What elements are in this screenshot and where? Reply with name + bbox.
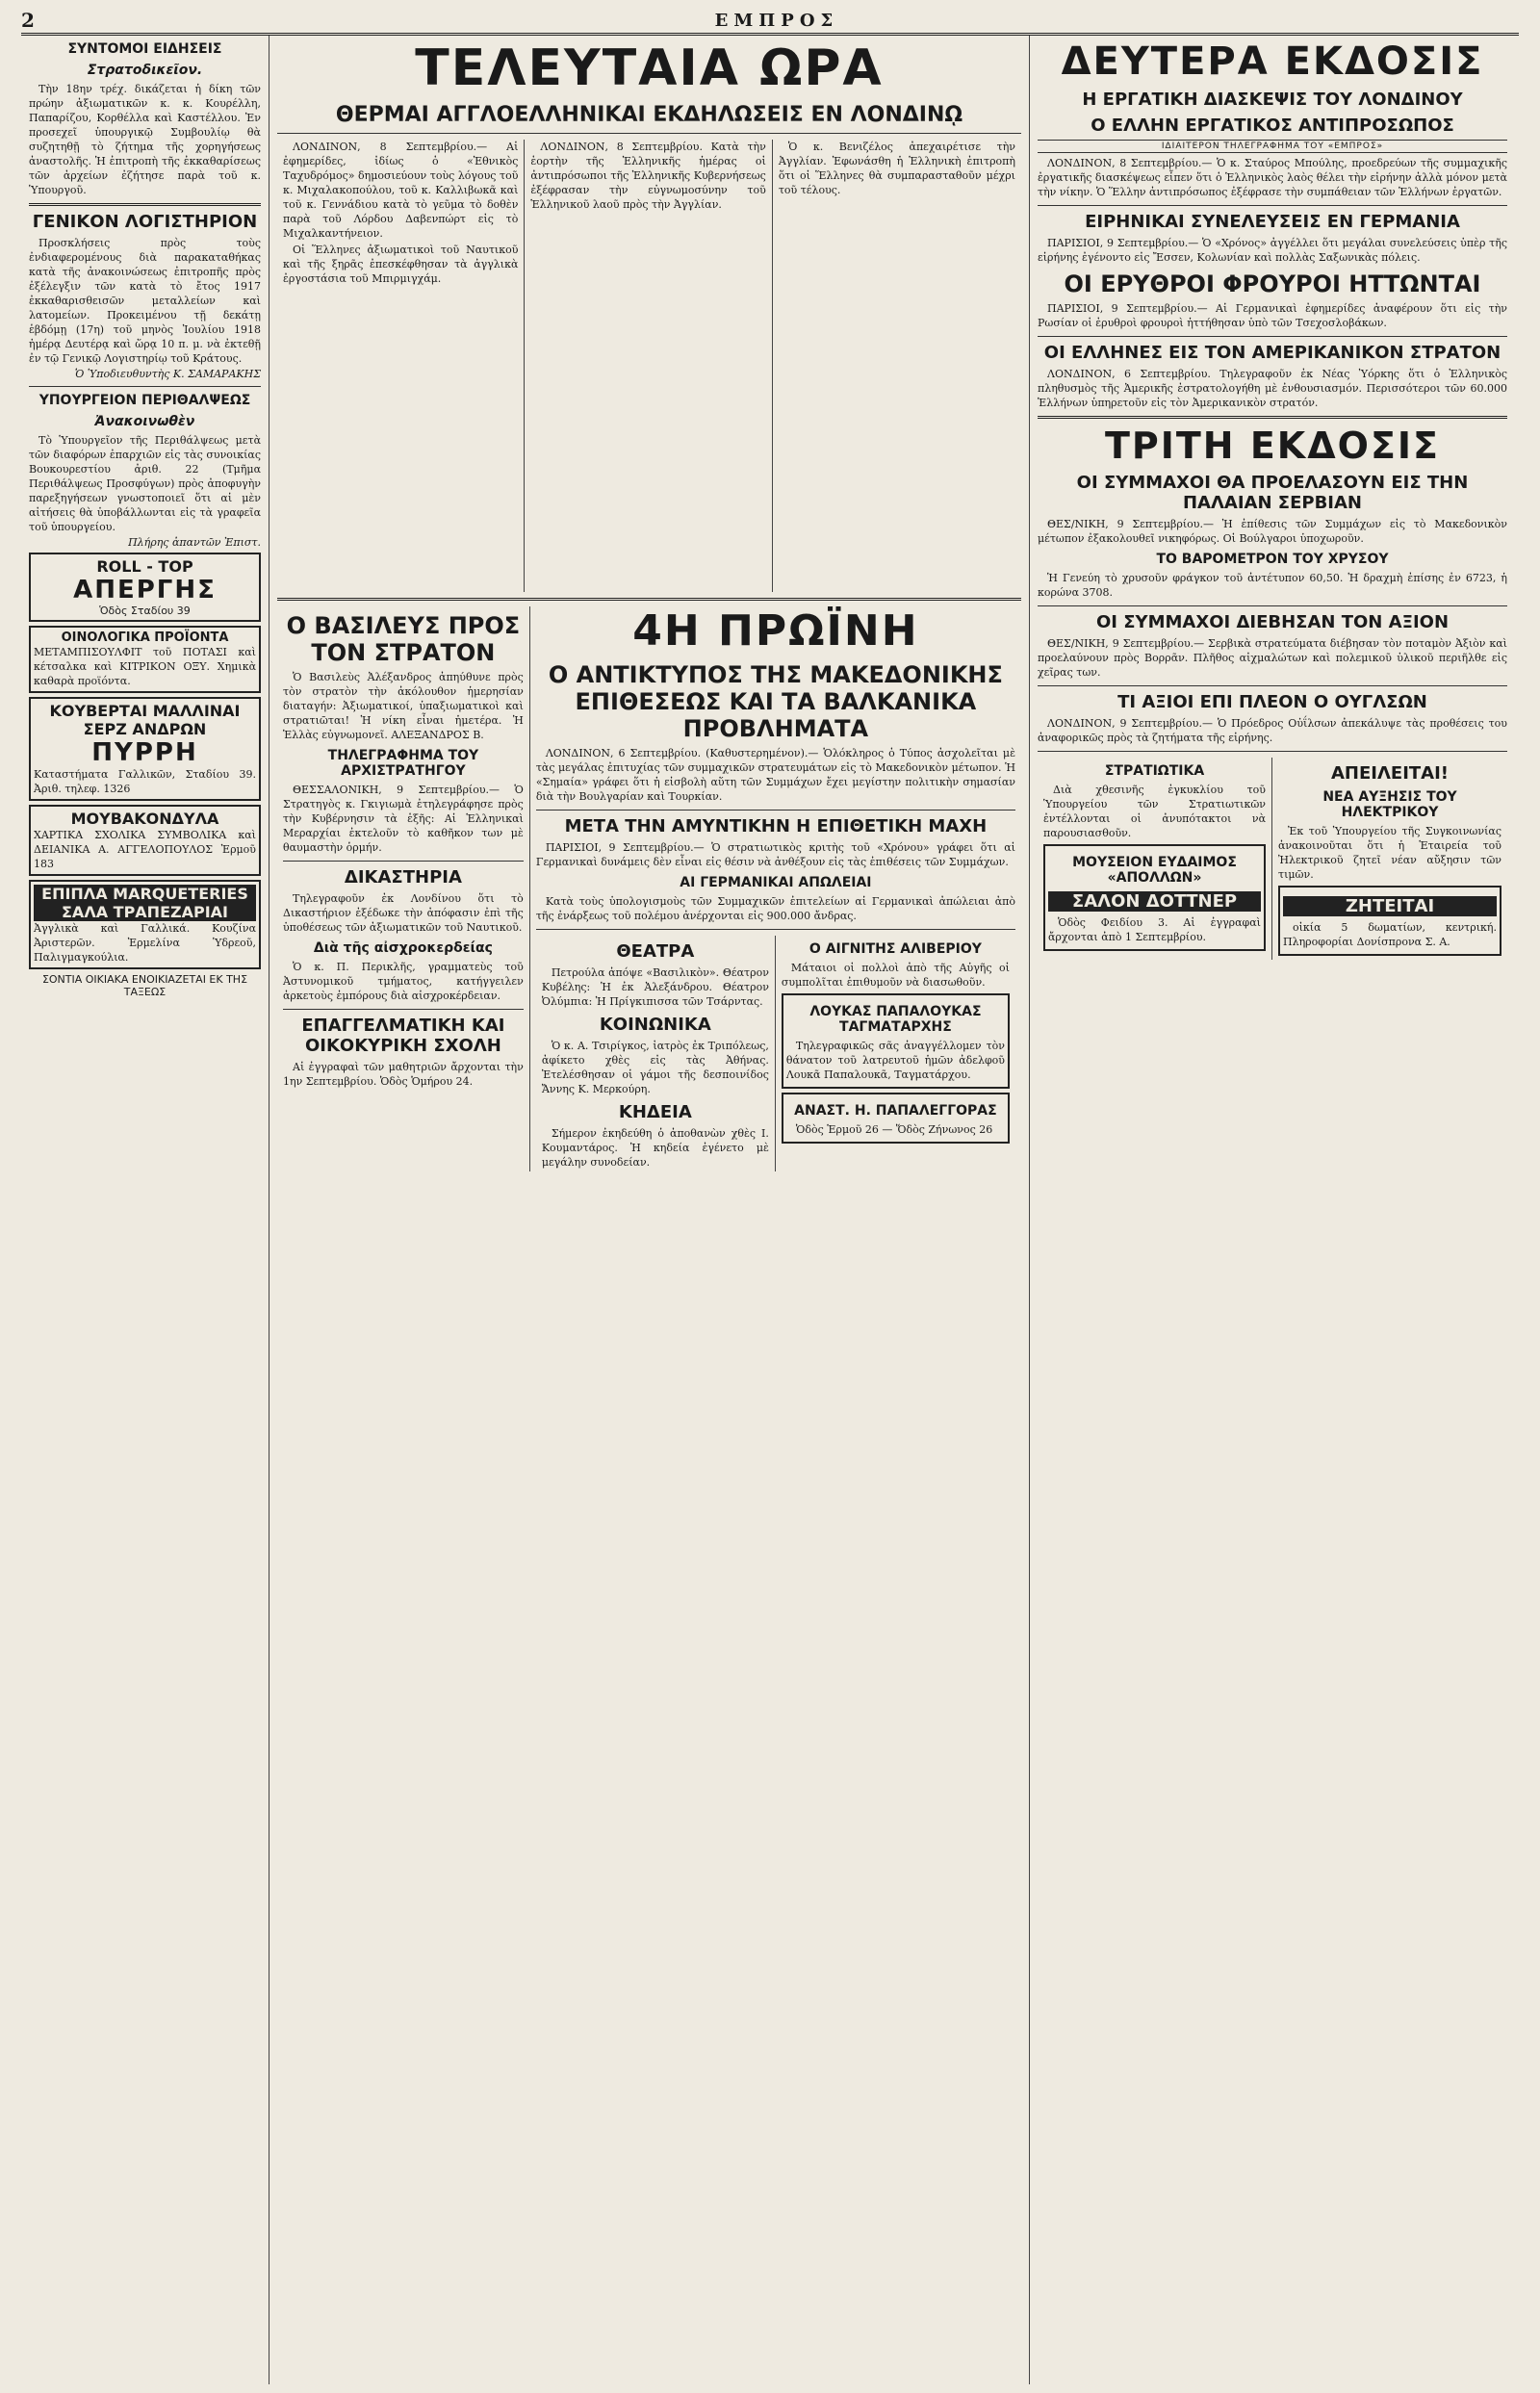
king-text: Ὁ Βασιλεὺς Ἀλέξανδρος ἀπηύθυνε πρὸς τὸν στρατὸν τὴν ἀκόλουθον ἡμερησίαν διαταγήν: Ἀξιωματικοί, ὑπαξιωματικοὶ καὶ στρατιῶται! Ἡ νίκη εἶναι ἡμετέρα. Ἡ Ἑλλὰς εὐγνωμονεῖ. ΑΛΕΞΑΝΔΡΟΣ Β. [283, 671, 524, 741]
telegram-heading: ΤΗΛΕΓΡΑΦΗΜΑ ΤΟΥ ΑΡΧΙΣΤΡΑΤΗΓΟΥ [327, 748, 479, 779]
serbia-heading: ΟΙ ΣΥΜΜΑΧΟΙ ΘΑ ΠΡΟΕΛΑΣΟΥΝ ΕΙΣ ΤΗΝ ΠΑΛΑΙΑΝ ΣΕΡΒΙΑΝ [1076, 473, 1469, 513]
welfare-subheading: Ἀνακοινωθὲν [94, 414, 195, 429]
bottom-center-left [536, 936, 776, 1171]
telegram-text: ΘΕΣΣΑΛΟΝΙΚΗ, 9 Σεπτεμβρίου.— Ὁ Στρατηγὸς κ. Γκιγιωμὰ ἐτηλεγράφησε πρὸς τὴν Κυβέρνησιν τὰ ἑξῆς: Αἱ Ἑλληνικαὶ Μεραρχίαι ἐκτελοῦν τὸ καθῆκον των μὲ θαυμαστὴν ὁρμήν. [283, 784, 524, 854]
lead-columns [277, 140, 1021, 592]
military-heading: ΣΤΡΑΤΙΩΤΙΚΑ [1104, 763, 1205, 779]
battle-text: ΠΑΡΙΣΙΟΙ, 9 Σεπτεμβρίου.— Ὁ στρατιωτικὸς κριτὴς τοῦ «Χρόνου» γράφει ὅτι αἱ Γερμανικαὶ δυνάμεις δὲν εἶναι εἰς θέσιν νὰ ἀνθέξουν εἰς τὰς ἐπιθέσεις τῶν Συμμάχων. [535, 841, 1015, 868]
page-number: 2 [21, 9, 35, 32]
axios-heading: ΟΙ ΣΥΜΜΑΧΟΙ ΔΙΕΒΗΣΑΝ ΤΟΝ ΑΞΙΟΝ [1095, 612, 1450, 632]
second-edition-headline: ΔΕΥΤΕΡΑ ΕΚΔΟΣΙΣ [1061, 39, 1484, 84]
theatre-heading: ΘΕΑΤΡΑ [616, 941, 695, 962]
ad-blankets-title: ΚΟΥΒΕΡΤΑΙ ΜΑΛΛΙΝΑΙ [49, 702, 241, 720]
obituary-box [782, 993, 1010, 1089]
school-heading: ΕΠΑΓΓΕΛΜΑΤΙΚΗ ΚΑΙ ΟΙΚΟΚΥΡΙΚΗ ΣΧΟΛΗ [301, 1016, 505, 1056]
labour-rep-heading: Ο ΕΛΛΗΝ ΕΡΓΑΤΙΚΟΣ ΑΝΤΙΠΡΟΣΩΠΟΣ [1091, 116, 1454, 136]
center-section [270, 36, 1030, 2384]
accounting-signature: Ὁ Ὑποδιευθυντὴς Κ. ΣΑΜΑΡΑΚΗΣ [74, 368, 261, 380]
column-1 [21, 36, 270, 2384]
ad-rolltop [29, 553, 261, 622]
court-text: Τηλεγραφοῦν ἐκ Λονδίνου ὅτι τὸ Δικαστήριον ἐξέδωκε τὴν ἀπόφασιν ἐπὶ τῆς ὑποθέσεως τῶν ἀξιωματικῶν τοῦ Ναυτικοῦ. [283, 892, 524, 934]
court-subheading: Στρατοδικεῖον. [87, 63, 203, 78]
court-heading: ΔΙΚΑΣΤΗΡΙΑ [344, 867, 462, 888]
ad-paper [29, 805, 261, 876]
right-bottom-right [1272, 758, 1507, 960]
ad-wine [29, 626, 261, 693]
short-news-text: Τὴν 18ην τρέχ. δικάζεται ἡ δίκη τῶν πρώην ἀξιωματικῶν κ. κ. Κουρέλλη, Παπαρίζου, Κορθέλλα καὶ Καστέλλου. Ἐν προσεχεῖ ὑπουργικῷ Συμβουλίῳ θὰ συζητηθῇ τὸ ζήτημα τῆς χορηγήσεως ἀναστολῆς. Ἡ ἐπιτροπὴ τῆς ἐκκαθαρίσεως τῶν ἀρχείων ἐζήτησε παρὰ τοῦ κ. Ὑπουργοῦ. [29, 83, 261, 196]
bottom-center-split [536, 936, 1015, 1171]
ad-rolltop-title: ROLL - TOP [96, 557, 193, 576]
ad-papalegoras [782, 1093, 1010, 1144]
labour-text: ΛΟΝΔΙΝΟΝ, 8 Σεπτεμβρίου.— Ὁ κ. Σταύρος Μπούλης, προεδρεύων τῆς συμμαχικῆς ἐργατικῆς διασκέψεως εἶπεν ὅτι ὁ Ἑλληνικὸς λαὸς θέλει τὴν εἰρήνην ἀλλὰ μόνον μετὰ τὴν νίκην. Ὁ Ἕλλην ἀντιπρόσωπος ἐξέφρασε τὴν συμπάθειαν τῶν Ἑλλήνων ἐργατῶν. [1038, 157, 1507, 198]
funeral-heading: ΚΗΔΕΙΑ [618, 1102, 692, 1122]
ad-apollon [1043, 844, 1266, 951]
london-subheadline: ΘΕΡΜΑΙ ΑΓΓΛΟΕΛΛΗΝΙΚΑΙ ΕΚΔΗΛΩΣΕΙΣ ΕΝ ΛΟΝΔΙΝῼ [335, 103, 963, 127]
ad-pyrri-title: ΠΥΡΡΗ [91, 738, 198, 767]
serbia-text: ΘΕΣ/ΝΙΚΗ, 9 Σεπτεμβρίου.— Ἡ ἐπίθεσις τῶν Συμμάχων εἰς τὸ Μακεδονικὸν μέτωπον ἐξακολουθεῖ νικηφόρως. Οἱ Βούλγαροι ὑποχωροῦν. [1038, 518, 1507, 545]
wanted-text: οἰκία 5 δωματίων, κεντρική. Πληροφορίαι Δονίσπρονα Σ. Α. [1283, 921, 1497, 948]
red-guards-text: ΠΑΡΙΣΙΟΙ, 9 Σεπτεμβρίου.— Αἱ Γερμανικαὶ ἐφημερίδες ἀναφέρουν ὅτι εἰς τὴν Ρωσίαν οἱ ἐρυθροὶ φρουροὶ ἡττήθησαν ὑπὸ τῶν Τσεχοσλοβάκων. [1038, 302, 1507, 329]
lower-center [277, 606, 1021, 1171]
aliveri-heading: Ο ΑΙΓΝΙΤΗΣ ΑΛΙΒΕΡΙΟΥ [808, 941, 982, 957]
welfare-signature: Πλήρης ἀπαντῶν Ἐπιστ. [128, 536, 261, 549]
short-news-heading: ΣΥΝΤΟΜΟΙ ΕΙΔΗΣΕΙΣ [67, 41, 222, 57]
electric-text: Ἐκ τοῦ Ὑπουργείου τῆς Συγκοινωνίας ἀνακοινοῦται ὅτι ἡ Ἑταιρεία τοῦ Ἠλεκτρικοῦ ζητεῖ νέαν αὔξησιν τῶν τιμῶν. [1278, 825, 1502, 881]
lead-col-3: Ὁ κ. Βενιζέλος ἀπεχαιρέτισε τὴν Ἀγγλίαν. Ἐφωνάσθη ἡ Ἑλληνικὴ ἐπιτροπὴ ὅτι οἱ Ἕλληνες θὰ συμπαρασταθοῦν μέχρι τοῦ τέλους. [778, 141, 1015, 196]
axios-text: ΘΕΣ/ΝΙΚΗ, 9 Σεπτεμβρίου.— Σερβικὰ στρατεύματα διέβησαν τὸν ποταμὸν Ἀξιὸν καὶ προελαύνουν πρὸς Βορρᾶν. Πλῆθος αἰχμαλώτων καὶ πολεμικοῦ ὑλικοῦ περιῆλθε εἰς χεῖρας των. [1038, 637, 1507, 679]
wilson-text: ΛΟΝΔΙΝΟΝ, 9 Σεπτεμβρίου.— Ὁ Πρόεδρος Οὐΐλσων ἀπεκάλυψε τὰς προθέσεις του ἀναφορικῶς πρὸς τὰ ζητήματα τῆς εἰρήνης. [1038, 717, 1507, 744]
red-guards-heading: ΟΙ ΕΡΥΘΡΟΙ ΦΡΟΥΡΟΙ ΗΤΤΩΝΤΑΙ [1064, 270, 1481, 297]
military-text: Διὰ χθεσινῆς ἐγκυκλίου τοῦ Ὑπουργείου τῶν Στρατιωτικῶν ἐντέλλονται οἱ ἀνυπότακτοι νὰ παρουσιασθοῦν. [1043, 784, 1266, 839]
peace-text: ΠΑΡΙΣΙΟΙ, 9 Σεπτεμβρίου.— Ὁ «Χρόνος» ἀγγέλλει ὅτι μεγάλαι συνελεύσεις ὑπὲρ τῆς εἰρήνης ἐγένοντο εἰς Ἔσσεν, Κολωνίαν καὶ πολλὰς Σαξωνικὰς πόλεις. [1038, 237, 1507, 264]
ad-blankets-text: Καταστήματα Γαλλικῶν, Σταδίου 39. Ἀριθ. τηλεφ. 1326 [34, 768, 256, 795]
masthead [21, 8, 1519, 36]
peace-heading: ΕΙΡΗΝΙΚΑΙ ΣΥΝΕΛΕΥΣΕΙΣ ΕΝ ΓΕΡΜΑΝΙΑ [1085, 212, 1460, 232]
papalegoras-heading: ΑΝΑΣΤ. Η. ΠΑΠΑΛΕΓΓΟΡΑΣ [794, 1103, 997, 1119]
obituary-text: Τηλεγραφικῶς σᾶς ἀναγγέλλομεν τὸν θάνατον τοῦ λατρευτοῦ ἡμῶν ἀδελφοῦ Λουκᾶ Παπαλουκᾶ, Ταγματάρχου. [785, 1040, 1005, 1081]
profiteering-text: Ὁ κ. Π. Περικλῆς, γραμματεὺς τοῦ Ἀστυνομικοῦ τμήματος, κατήγγειλεν ἀρκετοὺς ἐμπόρους διὰ αἰσχροκέρδειαν. [283, 961, 524, 1002]
apollon-text: Ὁδὸς Φειδίου 3. Αἱ ἐγγραφαὶ ἄρχονται ἀπὸ 1 Σεπτεμβρίου. [1048, 916, 1261, 943]
apollon-heading: ΜΟΥΣΕΙΟΝ ΕΥΔΑΙΜΟΣ «ΑΠΟΛΛΩΝ» [1072, 855, 1237, 886]
threat-heading: ΑΠΕΙΛΕΙΤΑΙ! [1330, 763, 1450, 784]
third-edition-headline: ΤΡΙΤΗ ΕΚΔΟΣΙΣ [1104, 425, 1441, 467]
greeks-army-heading: ΟΙ ΕΛΛΗΝΕΣ ΕΙΣ ΤΟΝ ΑΜΕΡΙΚΑΝΙΚΟΝ ΣΤΡΑΤΟΝ [1043, 343, 1502, 363]
lead-col-2: ΛΟΝΔΙΝΟΝ, 8 Σεπτεμβρίου. Κατὰ τὴν ἑορτὴν τῆς Ἑλληνικῆς ἡμέρας οἱ ἀντιπρόσωποι τῆς Ἑλληνικῆς Κυβερνήσεως ἐξέφρασαν τὴν εὐγνωμοσύνην τοῦ Ἑλληνικοῦ λαοῦ πρὸς τὴν Ἀγγλίαν. [525, 140, 772, 592]
papalegoras-text: Ὁδὸς Ἑρμοῦ 26 — Ὅδὸς Ζήνωνος 26 [795, 1123, 993, 1136]
gold-heading: ΤΟ ΒΑΡΟΜΕΤΡΟΝ ΤΟΥ ΧΡΥΣΟΥ [1156, 552, 1389, 567]
right-section [1030, 36, 1515, 2384]
bottom-center-right [776, 936, 1015, 1171]
ad-apergis-address: Ὁδὸς Σταδίου 39 [99, 605, 191, 617]
ad-serge-title: ΣΕΡΖ ΑΝΔΡΩΝ [83, 720, 207, 738]
greeks-army-text: ΛΟΝΔΙΝΟΝ, 6 Σεπτεμβρίου. Τηλεγραφοῦν ἐκ Νέας Ὑόρκης ὅτι ὁ Ἑλληνικὸς πληθυσμὸς τῆς Ἀμερικῆς ἐστρατολογήθη μὲ ἐνθουσιασμόν. Περισσότεροι τῶν 60.000 Ἑλλήνων ὑπηρετοῦν εἰς τὸν Ἀμερικανικὸν στρατόν. [1038, 368, 1507, 409]
social-text: Ὁ κ. Α. Τσιρίγκος, ἰατρὸς ἐκ Τριπόλεως, ἀφίκετο χθὲς εἰς τὰς Ἀθήνας. Ἐτελέσθησαν οἱ γάμοι τῆς δεσποινίδος Ἄννης Κ. Μερκούρη. [541, 1040, 769, 1095]
labour-conference-heading: Η ΕΡΓΑΤΙΚΗ ΔΙΑΣΚΕΨΙΣ ΤΟΥ ΛΟΝΔΙΝΟΥ [1082, 90, 1463, 110]
ad-paper-title: ΜΟΥΒΑΚΟΝΔΥΛΑ [70, 810, 219, 828]
battle-heading: ΜΕΤΑ ΤΗΝ ΑΜΥΝΤΙΚΗΝ Η ΕΠΙΘΕΤΙΚΗ ΜΑΧΗ [564, 816, 988, 836]
apollon-subheading: ΣΑΛΟΝ ΔΟΤΤΝΕΡ [1048, 891, 1261, 912]
paper-name: ΕΜΠΡΟΣ [714, 10, 839, 31]
accounting-text: Προσκλήσεις πρὸς τοὺς ἐνδιαφερομένους διὰ παρακαταθήκας κατὰ τῆς ἀνακοινώσεως ἐπιτροπῆς πρὸς ἐξέλεγξιν τῶν κατὰ τὸ ἔτος 1917 ἐκκαθαρισθεισῶν μεταλλείων καὶ λατομείων. Προκειμένου τῇ δεκάτῃ ἑβδόμῃ (17η) τοῦ μηνὸς Ἰουλίου 1918 ἡμέρᾳ Δευτέρᾳ καὶ ὥρᾳ 10 π. μ. νὰ ἐκτεθῇ ἐν τῷ Γενικῷ Λογιστηρίῳ τοῦ Κράτους. [29, 237, 261, 365]
losses-text: Κατὰ τοὺς ὑπολογισμοὺς τῶν Συμμαχικῶν ἐπιτελείων αἱ Γερμανικαὶ ἀπώλειαι ἀπὸ τῆς ἐνάρξεως τοῦ πολέμου ἀνέρχονται εἰς 900.000 ἄνδρας. [535, 895, 1015, 922]
ad-paper-text: ΧΑΡΤΙΚΑ ΣΧΟΛΙΚΑ ΣΥΜΒΟΛΙΚΑ καὶ ΔΕΙΑΝΙΚΑ Α. ΑΓΓΕΛΟΠΟΥΛΟΣ Ἑρμοῦ 183 [34, 829, 256, 870]
theatre-text: Πετρούλα ἀπόψε «Βασιλικὸν». Θέατρον Κυβέλης: Ἡ ἐκ Ἀλεξάνδρου. Θέατρον Ὀλύμπια: Ἡ Πρίγκιπισσα τῶν Τσάρντας. [541, 966, 769, 1008]
fourth-edition-subheadline: Ο ΑΝΤΙΚΤΥΠΟΣ ΤΗΣ ΜΑΚΕΔΟΝΙΚΗΣ ΕΠΙΘΕΣΕΩΣ ΚΑΙ ΤΑ ΒΑΛΚΑΝΙΚΑ ΠΡΟΒΛΗΜΑΤΑ [548, 661, 1003, 742]
wilson-heading: ΤΙ ΑΞΙΟΙ ΕΠΙ ΠΛΕΟΝ Ο ΟΥΓΛΣΩΝ [1117, 692, 1427, 712]
ad-furniture-text: Ἀγγλικὰ καὶ Γαλλικά. Κουζίνα Ἀριστερῶν. Ἐρμελίνα Ὑδρεοῦ, Παλιγμαγκούλια. [34, 922, 256, 964]
king-heading: Ο ΒΑΣΙΛΕΥΣ ΠΡΟΣ ΤΟΝ ΣΤΡΑΤΟΝ [286, 612, 521, 666]
profiteering-heading: Διὰ τῆς αἰσχροκερδείας [313, 940, 493, 956]
electric-heading: ΝΕΑ ΑΥΞΗΣΙΣ ΤΟΥ ΗΛΕΚΤΡΙΚΟΥ [1322, 789, 1457, 820]
welfare-text: Τὸ Ὑπουργεῖον τῆς Περιθάλψεως μετὰ τῶν διαφόρων ἐπαρχιῶν εἰς τὰς συνοικίας Βουκουρεστίου ἀριθ. 22 (Τμῆμα Περιθάλψεως Προσφύγων) πρὸς ἀποφυγὴν παρεξηγήσεων γνωστοποιεῖ ὅτι αἱ μὲν αἰτήσεις θὰ ὑποβάλλωνται εἰς τὰ γραφεῖα τοῦ ὑπουργείου. [29, 434, 261, 533]
aliveri-text: Μάταιοι οἱ πολλοὶ ἀπὸ τῆς Αὐγῆς οἱ συμπολῖται ἐπιθυμοῦν νὰ διασωθοῦν. [781, 962, 1010, 989]
lead-col-1: ΛΟΝΔΙΝΟΝ, 8 Σεπτεμβρίου.— Αἱ ἐφημερίδες, ἰδίως ὁ «Ἐθνικὸς Ταχυδρόμος» δημοσιεύουν τοὺς λόγους τοῦ κ. Μιχαλακοπούλου, τοῦ κ. Καλλιβωκᾶ καὶ τοῦ κ. Γεννάδιου κατὰ τὸ γεῦμα τὸ δοθὲν παρὰ τοῦ Λόρδου Δαβενπώρτ εἰς τὸ Μιχαλκαντήνειον. Οἱ Ἕλληνες ἀξιωματικοὶ τοῦ Ναυτικοῦ καὶ τῆς ξηρᾶς ἐπεσκέφθησαν τὰ ἀγγλικὰ ἐργοστάσια τοῦ Μπιρμιγχάμ. [277, 140, 525, 592]
ad-furniture-title: ΕΠΙΠΛΑ MARQUETERIES ΣΑΛΑ ΤΡΑΠΕΖΑΡΙΑΙ [34, 885, 256, 921]
welfare-heading: ΥΠΟΥΡΓΕΙΟΝ ΠΕΡΙΘΑΛΨΕΩΣ [38, 393, 251, 408]
ad-wine-title: ΟΙΝΟΛΟΓΙΚΑ ΠΡΟΪΟΝΤΑ [61, 630, 229, 645]
losses-heading: ΑΙ ΓΕΡΜΑΝΙΚΑΙ ΑΠΩΛΕΙΑΙ [680, 875, 872, 890]
school-text: Αἱ ἐγγραφαὶ τῶν μαθητριῶν ἄρχονται τὴν 1ην Σεπτεμβρίου. Ὁδὸς Ὁμήρου 24. [283, 1061, 524, 1088]
lower-col-wide [530, 606, 1021, 1171]
accounting-heading: ΓΕΝΙΚΟΝ ΛΟΓΙΣΤΗΡΙΟΝ [32, 212, 258, 232]
ad-wanted [1278, 886, 1502, 956]
lower-col-1 [277, 606, 530, 1171]
last-hour-headline: ΤΕΛΕΥΤΑΙΑ ΩΡΑ [415, 39, 884, 97]
social-heading: ΚΟΙΝΩΝΙΚΑ [599, 1015, 711, 1035]
funeral-text: Σήμερον ἐκηδεύθη ὁ ἀποθανὼν χθὲς Ι. Κουμαντάρος. Ἡ κηδεία ἐγένετο μὲ μεγάλην συνοδείαν. [541, 1127, 769, 1169]
right-bottom-split [1038, 758, 1507, 960]
ad-wine-text: ΜΕΤΑΜΠΙΣΟΥΛΦΙΤ τοῦ ΠΟΤΑΣΙ καὶ κέτσαλκα καὶ ΚΙΤΡΙΚΟΝ ΟΞΥ. Χημικὰ καθαρὰ προϊόντα. [34, 646, 256, 687]
obituary-heading: ΛΟΥΚΑΣ ΠΑΠΑΛΟΥΚΑΣ ΤΑΓΜΑΤΑΡΧΗΣ [809, 1004, 982, 1035]
wanted-heading: ΖΗΤΕΙΤΑΙ [1283, 896, 1497, 916]
fourth-edition-text: ΛΟΝΔΙΝΟΝ, 6 Σεπτεμβρίου. (Καθυστερημένον).— Ὁλόκληρος ὁ Τύπος ἀσχολεῖται μὲ τὰς μεγάλας ἐπιτυχίας τῶν συμμαχικῶν στρατευμάτων εἰς τὸ Μακεδονικὸν μέτωπον. Ἡ «Σημαία» γράφει ὅτι ἡ εἰσβολὴ αὕτη τῶν Συμμάχων ἔχει μεγίστην πολιτικὴν σημασίαν διὰ τὴν Βουλγαρίαν καὶ Τουρκίαν. [535, 747, 1015, 803]
gold-text: Ἡ Γενεύη τὸ χρυσοῦν φράγκον τοῦ ἀντέτυπον 60,50. Ἡ δραχμὴ ἐπίσης ἐν 6723, ἡ κορώνα 3708. [1038, 572, 1507, 599]
fourth-edition-headline: 4Η ΠΡΩΪΝΗ [632, 606, 919, 656]
telegram-source: ΙΔΙΑΙΤΕΡΟΝ ΤΗΛΕΓΡΑΦΗΜΑ ΤΟΥ «ΕΜΠΡΟΣ» [1038, 140, 1507, 153]
ad-apergis-title: ΑΠΕΡΓΗΣ [73, 576, 217, 605]
ad-rent: ΣΟΝΤΙΑ ΟΙΚΙΑΚΑ ΕΝΟΙΚΙΑΖΕΤΑΙ ΕΚ ΤΗΣ ΤΑΞΕΩΣ [41, 973, 248, 998]
ad-blankets [29, 697, 261, 801]
ad-furniture [29, 880, 261, 969]
right-bottom-left [1038, 758, 1272, 960]
